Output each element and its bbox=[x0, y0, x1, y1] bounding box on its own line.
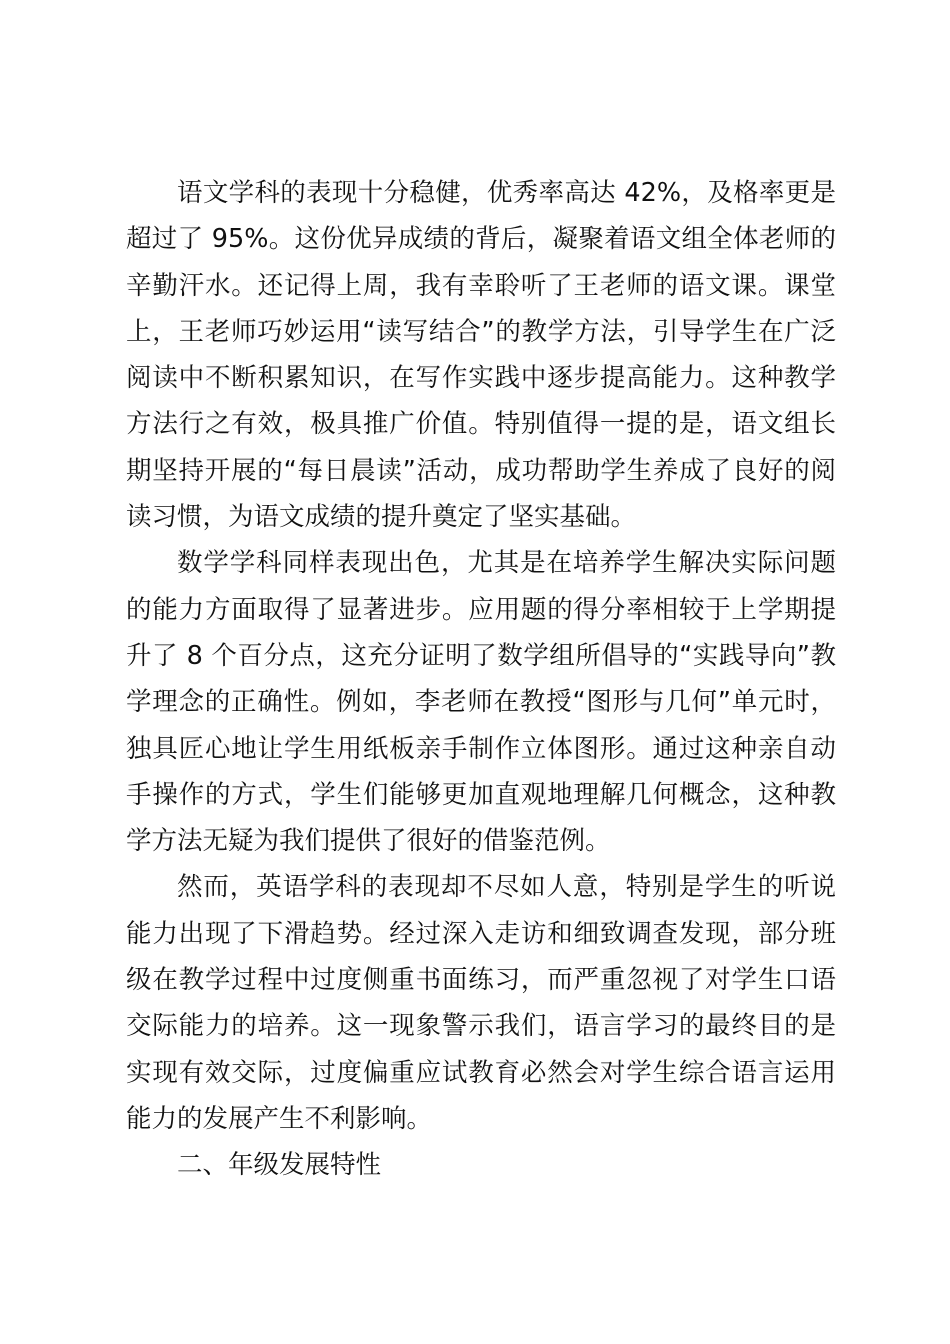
section-heading: 二、年级发展特性 bbox=[177, 1150, 382, 1181]
paragraph-chinese-subject: 语文学科的表现十分稳健，优秀率高达 42%，及格率更是超过了 95%。这份优异成绩的背后，凝聚着语文组全体老师的辛勤汗水。还记得上周，我有幸聆听了王老师的语文课。课堂上，王老师巧妙运用“读写结合”的教学方法，引导学生在广泛阅读中不断积累知识，在写作实践中逐步提高能力。这种教学方法行之有效，极具推广价值。特别值得一提的是，语文组长期坚持开展的“每日晨读”活动，成功帮助学生养成了良好的阅读习惯，为语文成绩的提升奠定了坚实基础。 bbox=[126, 178, 836, 533]
document-body bbox=[126, 170, 836, 1189]
paragraph-math-subject: 数学学科同样表现出色，尤其是在培养学生解决实际问题的能力方面取得了显著进步。应用题的得分率相较于上学期提升了 8 个百分点，这充分证明了数学组所倡导的“实践导向”教学理念的正确性。例如，李老师在教授“图形与几何”单元时，独具匠心地让学生用纸板亲手制作立体图形。通过这种亲自动手操作的方式，学生们能够更加直观地理解几何概念，这种教学方法无疑为我们提供了很好的借鉴范例。 bbox=[126, 548, 836, 857]
paragraph-english-subject: 然而，英语学科的表现却不尽如人意，特别是学生的听说能力出现了下滑趋势。经过深入走访和细致调查发现，部分班级在教学过程中过度侧重书面练习，而严重忽视了对学生口语交际能力的培养。这一现象警示我们，语言学习的最终目的是实现有效交际，过度偏重应试教育必然会对学生综合语言运用能力的发展产生不利影响。 bbox=[126, 872, 836, 1134]
